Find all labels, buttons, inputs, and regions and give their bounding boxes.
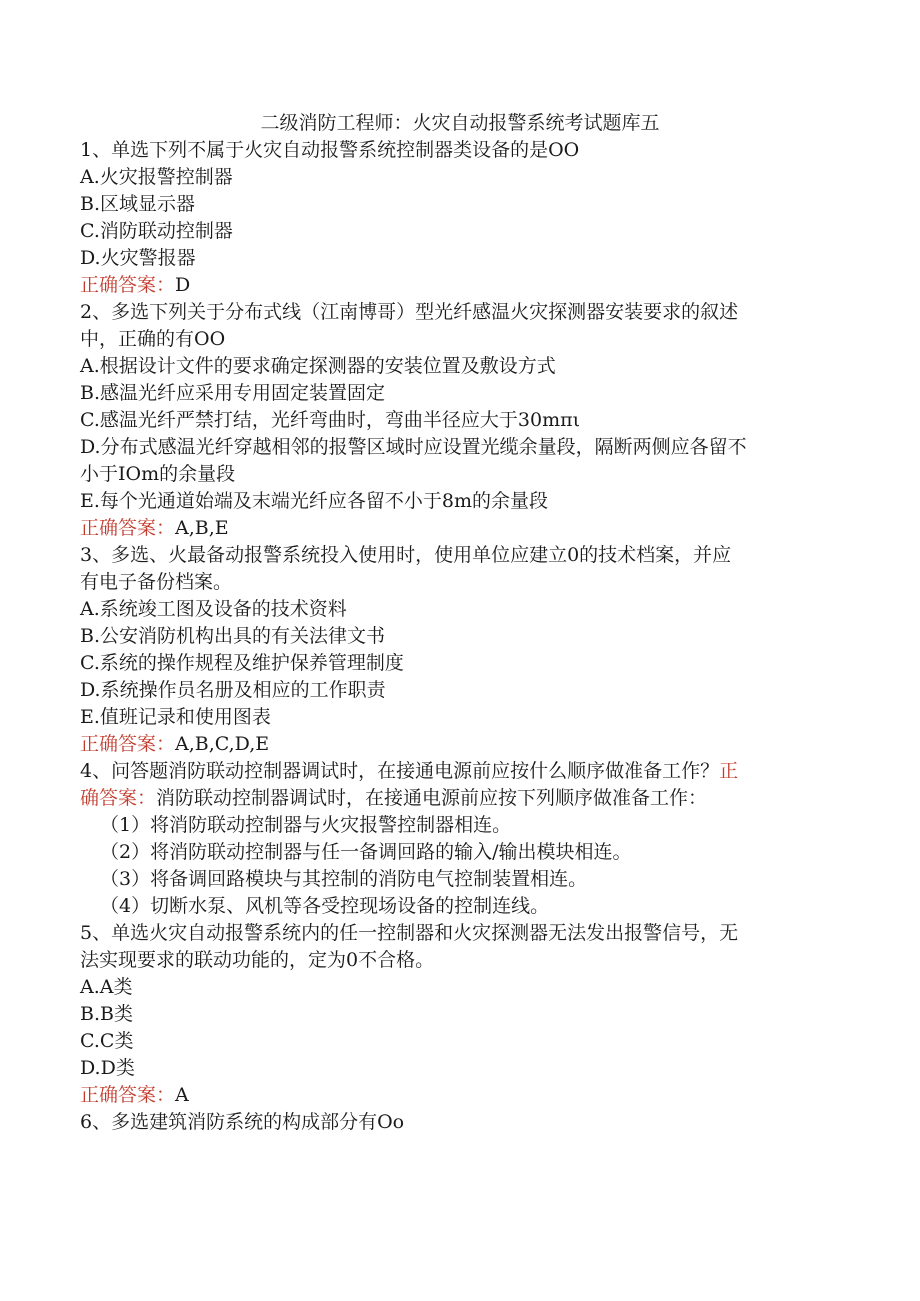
answer-value: A,B,C,D,E: [175, 733, 270, 755]
question-2-option-e: E.每个光通道始端及末端光纤应各留不小于8m的余量段: [80, 490, 549, 512]
question-2-option-b: B.感温光纤应采用专用固定装置固定: [80, 382, 386, 404]
question-3-option-c: C.系统的操作规程及维护保养管理制度: [80, 652, 404, 674]
question-3-option-a: A.系统竣工图及设备的技术资料: [80, 598, 347, 620]
question-4-step-3: （3）将备调回路模块与其控制的消防电气控制装置相连。: [100, 868, 588, 890]
answer-label: 正确答案：: [80, 274, 176, 296]
question-4-stem-line-1: [80, 758, 738, 785]
question-5-option-b: B.B类: [80, 1003, 133, 1025]
question-1-option-d: D.火灾警报器: [80, 247, 196, 269]
question-1-option-b: B.区域显示器: [80, 193, 196, 215]
question-2-stem-line-2: 中，正确的有OO: [80, 328, 226, 350]
answer-value: D: [175, 274, 191, 296]
question-3-answer: [80, 731, 269, 758]
answer-label: 正确答案：: [80, 733, 176, 755]
answer-label-start: 正: [719, 760, 739, 782]
question-4-answer: [80, 785, 707, 812]
document-title: 二级消防工程师：火灾自动报警系统考试题库五: [260, 112, 660, 134]
question-2-option-d: D.分布式感温光纤穿越相邻的报警区域时应设置光缆余量段，隔断两侧应各留不: [80, 436, 747, 458]
question-5-answer: [80, 1082, 189, 1109]
question-1-option-a: A.火灾报警控制器: [80, 166, 233, 188]
question-5-stem-line-2: 法实现要求的联动功能的，定为0不合格。: [80, 949, 435, 971]
answer-label-end: 确答案：: [80, 787, 157, 809]
question-5-option-d: D.D类: [80, 1057, 135, 1079]
question-3-option-d: D.系统操作员名册及相应的工作职责: [80, 679, 386, 701]
question-4-step-4: （4）切断水泵、风机等各受控现场设备的控制连线。: [100, 895, 550, 917]
question-1-stem: 1、单选下列不属于火灾自动报警系统控制器类设备的是OO: [80, 139, 580, 161]
question-4-step-1: （1）将消防联动控制器与火灾报警控制器相连。: [100, 814, 512, 836]
answer-text: 消防联动控制器调试时，在接通电源前应按下列顺序做准备工作：: [156, 787, 708, 809]
answer-value: A: [175, 1084, 189, 1106]
question-5-option-a: A.A类: [80, 976, 133, 998]
question-2-option-a: A.根据设计文件的要求确定探测器的安装位置及敷设方式: [80, 355, 556, 377]
answer-label: 正确答案：: [80, 1084, 176, 1106]
question-6-stem: 6、多选建筑消防系统的构成部分有Oo: [80, 1111, 405, 1133]
question-5-option-c: C.C类: [80, 1030, 134, 1052]
question-3-stem-line-1: 3、多选、火最备动报警系统投入使用时，使用单位应建立0的技术档案，并应: [80, 544, 732, 566]
question-2-answer: [80, 515, 229, 542]
question-5-stem-line-1: 5、单选火灾自动报警系统内的任一控制器和火灾探测器无法发出报警信号，无: [80, 922, 739, 944]
question-2-stem-line-1: 2、多选下列关于分布式线（江南博哥）型光纤感温火灾探测器安装要求的叙述: [80, 301, 739, 323]
question-1-answer: [80, 272, 190, 299]
question-3-stem-line-2: 有电子备份档案。: [80, 571, 233, 593]
question-2-option-d-continued: 小于IOm的余量段: [80, 463, 236, 485]
question-4-stem: 4、问答题消防联动控制器调试时，在接通电源前应按什么顺序做准备工作？: [80, 760, 720, 782]
question-4-step-2: （2）将消防联动控制器与任一备调回路的输入/输出模块相连。: [100, 841, 632, 863]
question-1-option-c: C.消防联动控制器: [80, 220, 233, 242]
question-2-option-c: C.感温光纤严禁打结，光纤弯曲时，弯曲半径应大于30mπι: [80, 409, 581, 431]
answer-value: A,B,E: [175, 517, 229, 539]
question-3-option-b: B.公安消防机构出具的有关法律文书: [80, 625, 386, 647]
question-3-option-e: E.值班记录和使用图表: [80, 706, 271, 728]
answer-label: 正确答案：: [80, 517, 176, 539]
